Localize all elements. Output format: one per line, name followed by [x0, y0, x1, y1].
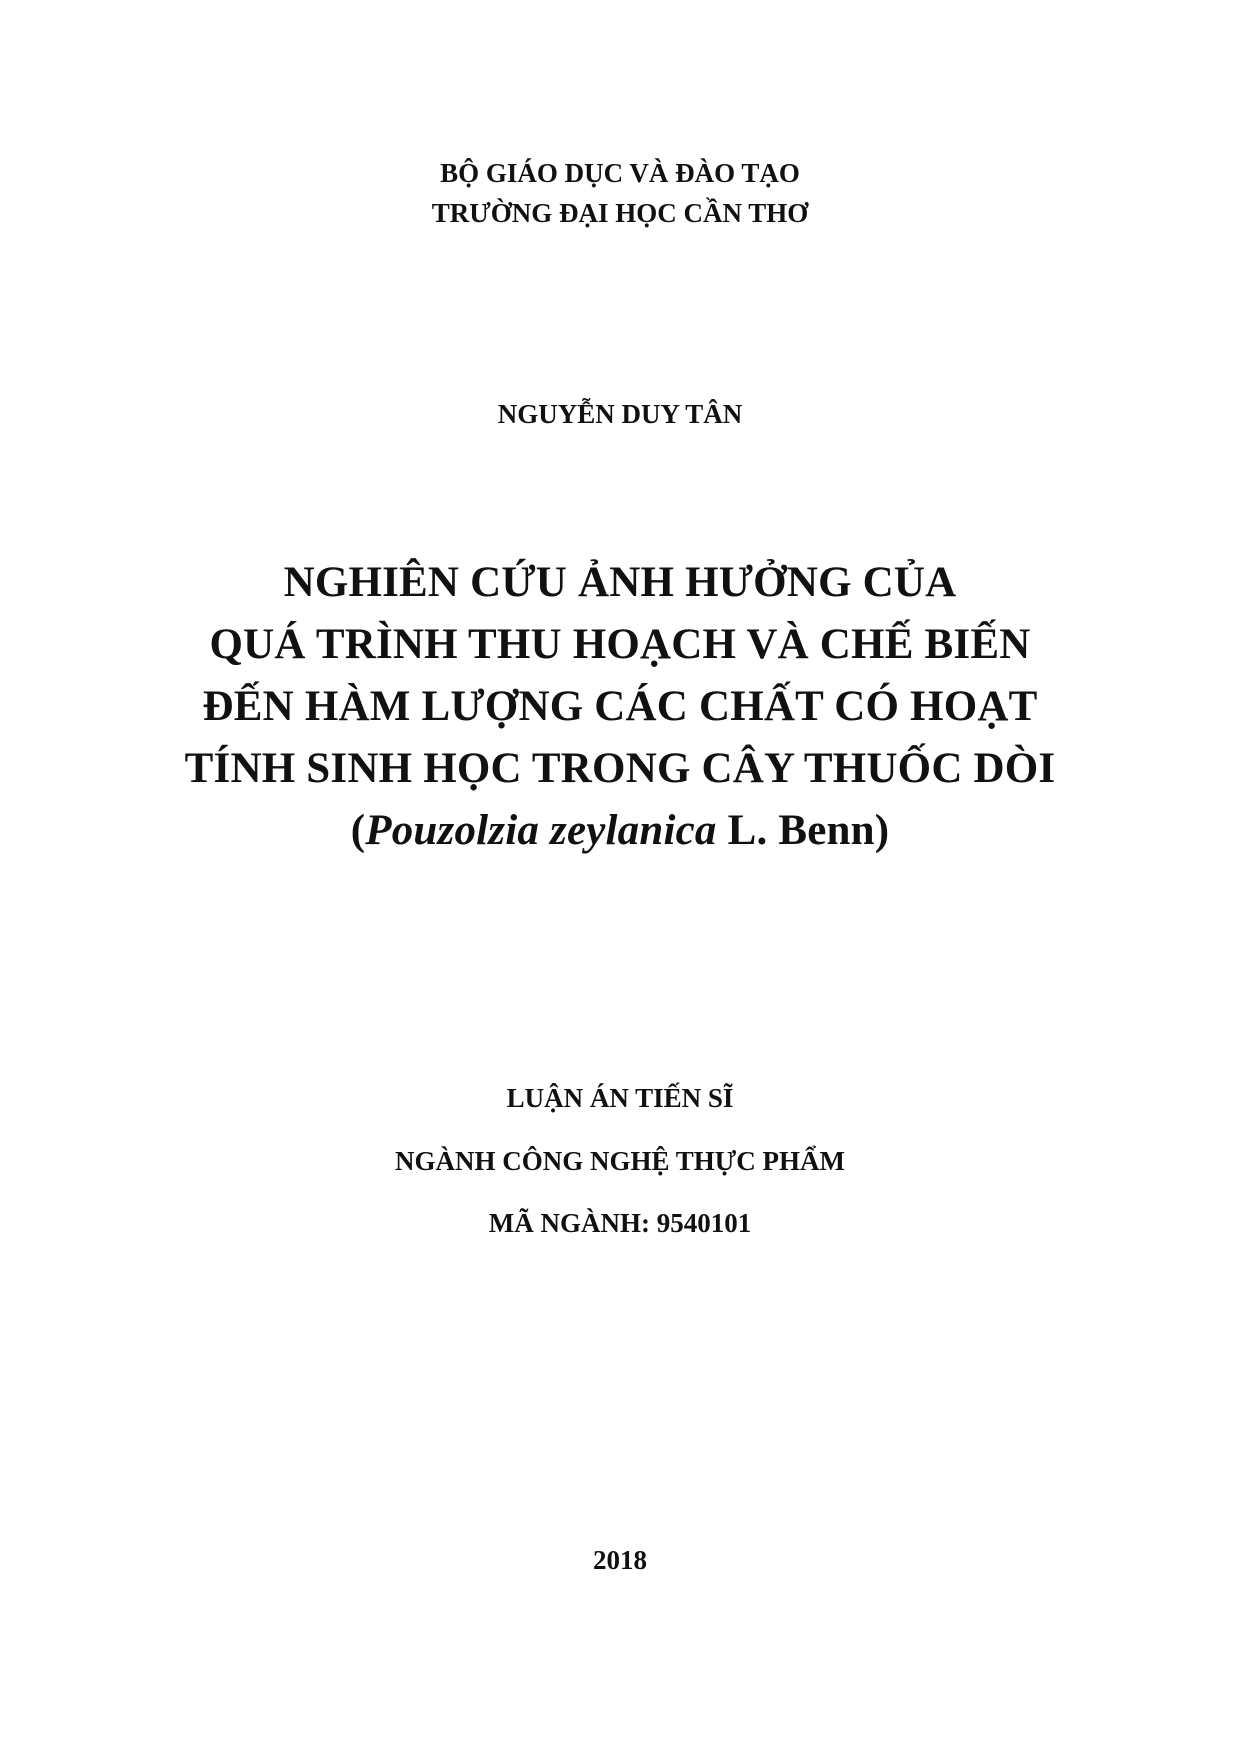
scientific-name-authority: L. Benn) — [716, 807, 890, 854]
degree-major: NGÀNH CÔNG NGHỆ THỰC PHẨM — [395, 1146, 845, 1176]
title-line-3: ĐẾN HÀM LƯỢNG CÁC CHẤT CÓ HOẠT — [202, 683, 1038, 730]
scientific-name-open: ( — [350, 807, 366, 854]
university-name: TRƯỜNG ĐẠI HỌC CẦN THƠ — [431, 198, 809, 228]
ministry-name: BỘ GIÁO DỤC VÀ ĐÀO TẠO — [440, 158, 800, 188]
major-code: MÃ NGÀNH: 9540101 — [488, 1208, 752, 1238]
scientific-name — [0, 806, 1240, 855]
author-name: NGUYỄN DUY TÂN — [497, 399, 743, 429]
degree-type: LUẬN ÁN TIẾN SĨ — [506, 1083, 734, 1113]
title-line-2: QUÁ TRÌNH THU HOẠCH VÀ CHẾ BIẾN — [209, 621, 1031, 668]
scientific-name-species: Pouzolzia zeylanica — [365, 807, 717, 854]
title-line-4: TÍNH SINH HỌC TRONG CÂY THUỐC DÒI — [184, 745, 1056, 792]
title-line-1: NGHIÊN CỨU ẢNH HƯỞNG CỦA — [283, 559, 957, 606]
year: 2018 — [593, 1545, 647, 1575]
